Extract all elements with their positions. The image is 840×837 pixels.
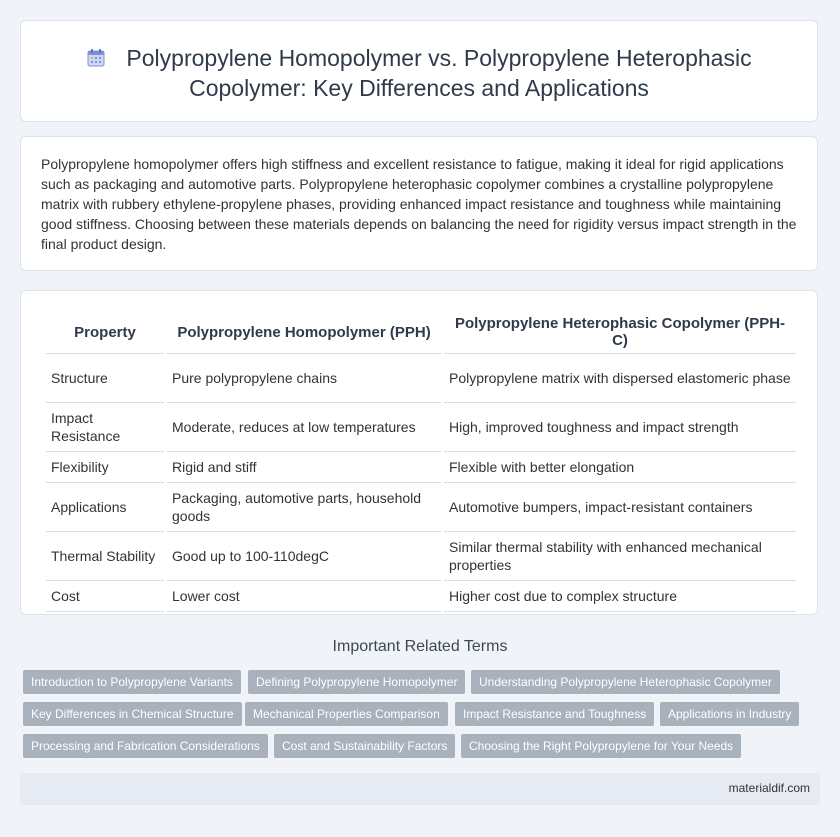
related-tag[interactable]: Defining Polypropylene Homopolymer	[248, 670, 465, 694]
table-cell: Good up to 100-110degC	[167, 532, 441, 581]
related-tag[interactable]: Applications in Industry	[660, 702, 799, 726]
intro-text: Polypropylene homopolymer offers high stiffness and excellent resistance to fatigue, making it ideal for rigid applications such as packaging and automotive parts. Polypropylene heterophasic copolymer combines a crystalline polypropylene matrix with rubbery ethylene-propylene phases, providing enhanced impact resistance and toughness while maintaining good stiffness. Choosing between these materials depends on balancing the need for rigidity versus impact strength in the final product design.	[41, 156, 797, 252]
table-cell: Applications	[46, 483, 164, 532]
table-row	[46, 532, 796, 581]
intro-card	[20, 136, 818, 271]
table-cell: Polypropylene matrix with dispersed elastomeric phase	[444, 354, 796, 403]
table-cell: Rigid and stiff	[167, 452, 441, 483]
related-tag[interactable]: Choosing the Right Polypropylene for Your Needs	[461, 734, 741, 758]
related-terms-title: Important Related Terms	[332, 638, 508, 655]
table-row	[46, 581, 796, 612]
table-cell: Impact Resistance	[46, 403, 164, 452]
related-tag[interactable]: Cost and Sustainability Factors	[274, 734, 455, 758]
table-cell: Flexibility	[46, 452, 164, 483]
calendar-icon	[86, 48, 106, 68]
table-cell: Packaging, automotive parts, household goods	[167, 483, 441, 532]
table-header: Property	[46, 313, 164, 354]
table-cell: Higher cost due to complex structure	[444, 581, 796, 612]
table-cell: Lower cost	[167, 581, 441, 612]
page-title-text: Polypropylene Homopolymer vs. Polypropylene Heterophasic Copolymer: Key Differences and Applications	[126, 45, 752, 101]
table-cell: Structure	[46, 354, 164, 403]
table-row	[46, 403, 796, 452]
footer-site[interactable]: materialdif.com	[728, 781, 810, 795]
table-cell: Similar thermal stability with enhanced mechanical properties	[444, 532, 796, 581]
related-tag[interactable]: Mechanical Properties Comparison	[245, 702, 448, 726]
table-row	[46, 354, 796, 403]
table-cell: Cost	[46, 581, 164, 612]
table-header: Polypropylene Homopolymer (PPH)	[167, 313, 441, 354]
related-tag[interactable]: Introduction to Polypropylene Variants	[23, 670, 241, 694]
table-cell: Moderate, reduces at low temperatures	[167, 403, 441, 452]
table-row	[46, 452, 796, 483]
related-tag[interactable]: Processing and Fabrication Considerations	[23, 734, 268, 758]
comparison-table	[43, 313, 799, 612]
related-tag[interactable]: Key Differences in Chemical Structure	[23, 702, 242, 726]
table-header-row	[46, 313, 796, 354]
page-title	[21, 43, 817, 103]
header-card	[20, 20, 818, 122]
table-cell: Flexible with better elongation	[444, 452, 796, 483]
table-row	[46, 483, 796, 532]
comparison-card	[20, 290, 818, 615]
footer	[20, 773, 820, 805]
table-cell: Thermal Stability	[46, 532, 164, 581]
related-tag[interactable]: Impact Resistance and Toughness	[455, 702, 654, 726]
related-tag[interactable]: Understanding Polypropylene Heterophasic Copolymer	[471, 670, 780, 694]
table-header: Polypropylene Heterophasic Copolymer (PPH-C)	[444, 313, 796, 354]
table-cell: High, improved toughness and impact strength	[444, 403, 796, 452]
table-cell: Automotive bumpers, impact-resistant containers	[444, 483, 796, 532]
table-cell: Pure polypropylene chains	[167, 354, 441, 403]
